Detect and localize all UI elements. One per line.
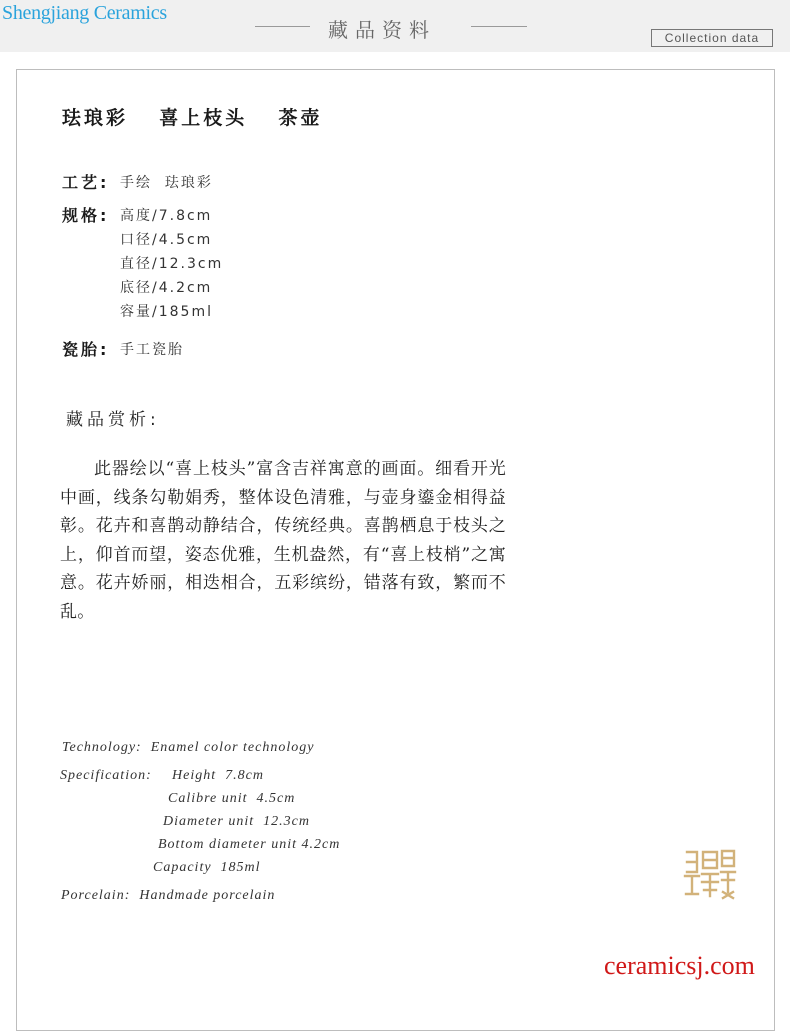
header-divider-left (255, 26, 310, 27)
header-divider-right (471, 26, 527, 27)
en-technology: Technology: Enamel color technology (62, 740, 315, 755)
spec-label: 规格: (62, 206, 110, 225)
en-height: Height 7.8cm (172, 768, 264, 783)
brand-logo-text[interactable]: Shengjiang Ceramics (2, 2, 167, 24)
spec-height: 高度/7.8cm (120, 208, 213, 224)
spec-diameter: 直径/12.3cm (120, 256, 224, 272)
en-calibre: Calibre unit 4.5cm (168, 791, 296, 806)
body-label: 瓷胎: (62, 340, 110, 359)
collection-data-badge: Collection data (651, 29, 773, 47)
watermark-text: ceramicsj.com (604, 951, 755, 980)
spec-mouth: 口径/4.5cm (120, 232, 213, 248)
en-bottom: Bottom diameter unit 4.2cm (158, 837, 341, 852)
header-bar (0, 0, 790, 52)
appreciation-heading: 藏品赏析: (66, 410, 160, 430)
en-capacity: Capacity 185ml (153, 860, 261, 875)
technique-label: 工艺: (62, 173, 110, 192)
technique-value: 手绘 珐琅彩 (120, 175, 213, 191)
spec-capacity: 容量/185ml (120, 304, 213, 320)
seal-stamp-icon (682, 846, 738, 900)
en-porcelain: Porcelain: Handmade porcelain (61, 888, 276, 903)
body-value: 手工瓷胎 (120, 342, 184, 358)
appreciation-text: 此器绘以“喜上枝头”富含吉祥寓意的画面。细看开光中画，线条勾勒娟秀，整体设色清雅，与壶身鎏金相得益彰。花卉和喜鹊动静结合，传统经典。喜鹊栖息于枝头之上，仰首而望，姿态优雅，生机盎然，有“喜上枝梢”之寓意。花卉娇丽，相迭相合，五彩缤纷，错落有致，繁而不乱。 (60, 459, 506, 622)
header-title: 藏品资料 (328, 18, 436, 42)
product-title: 珐琅彩 喜上枝头 茶壶 (62, 107, 323, 129)
en-spec-label: Specification: (60, 768, 152, 783)
en-diameter: Diameter unit 12.3cm (163, 814, 310, 829)
spec-bottom: 底径/4.2cm (120, 280, 213, 296)
